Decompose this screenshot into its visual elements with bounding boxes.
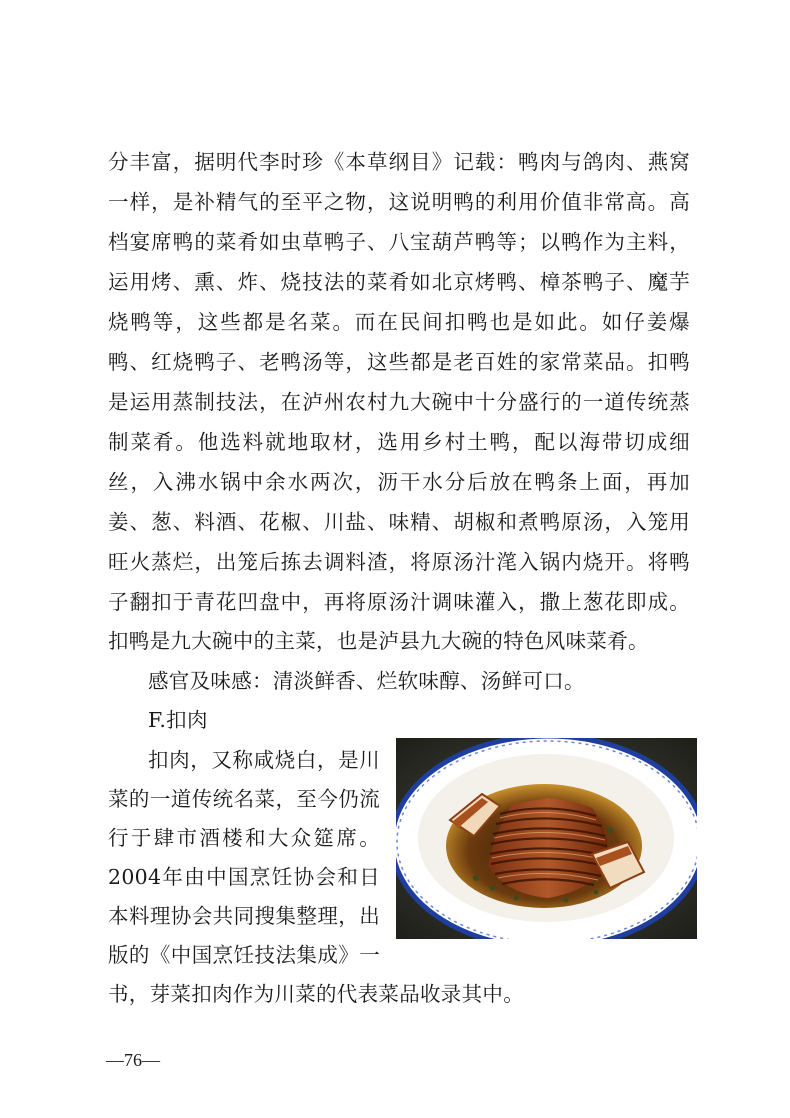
paragraph-line: 旺火蒸烂，出笼后拣去调料渣，将原汤汁滗入锅内烧开。将鸭 (108, 550, 690, 574)
paragraph-last-line: 扣鸭是九大碗中的主菜，也是泸县九大碗的特色风味菜肴。 (108, 629, 649, 653)
wrap-line: 版的《中国烹饪技法集成》一 (108, 943, 380, 967)
paragraph-last-line: 书，芽菜扣肉作为川菜的代表菜品收录其中。 (108, 982, 524, 1006)
paragraph-line: 一样，是补精气的至平之物，这说明鸭的利用价值非常高。高 (108, 190, 690, 214)
taste-description: 感官及味感：清淡鲜香、烂软味醇、汤鲜可口。 (148, 669, 585, 693)
paragraph-line: 是运用蒸制技法，在泸州农村九大碗中十分盛行的一道传统蒸 (108, 390, 690, 414)
wrap-line: 菜的一道传统名菜，至今仍流 (108, 787, 380, 811)
braised-pork-photo (396, 738, 697, 939)
paragraph-line: 运用烤、熏、炸、烧技法的菜肴如北京烤鸭、樟茶鸭子、魔芋 (108, 270, 690, 294)
wrap-line: 本料理协会共同搜集整理，出 (108, 904, 380, 928)
paragraph-line: 档宴席鸭的菜肴如虫草鸭子、八宝葫芦鸭等；以鸭作为主料， (108, 230, 690, 254)
page-number: —76— (106, 1050, 160, 1070)
paragraph-line: 丝，入沸水锅中余水两次，沥干水分后放在鸭条上面，再加 (108, 470, 690, 494)
wrap-line: 扣肉，又称咸烧白，是川 (148, 748, 380, 772)
wrap-line: 2004年由中国烹饪协会和日 (108, 865, 380, 889)
paragraph-line: 子翻扣于青花凹盘中，再将原汤汁调味灌入，撒上葱花即成。 (108, 590, 690, 614)
paragraph-line: 制菜肴。他选料就地取材，选用乡村土鸭，配以海带切成细 (108, 430, 690, 454)
paragraph-line: 分丰富，据明代李时珍《本草纲目》记载：鸭肉与鸽肉、燕窝 (108, 150, 690, 174)
wrap-line: 行于肆市酒楼和大众筵席。 (108, 826, 380, 850)
paragraph-line: 鸭、红烧鸭子、老鸭汤等，这些都是老百姓的家常菜品。扣鸭 (108, 350, 690, 374)
section-heading: F.扣肉 (148, 708, 208, 732)
paragraph-line: 姜、葱、料酒、花椒、川盐、味精、胡椒和煮鸭原汤，入笼用 (108, 510, 690, 534)
paragraph-line: 烧鸭等，这些都是名菜。而在民间扣鸭也是如此。如仔姜爆 (108, 310, 690, 334)
